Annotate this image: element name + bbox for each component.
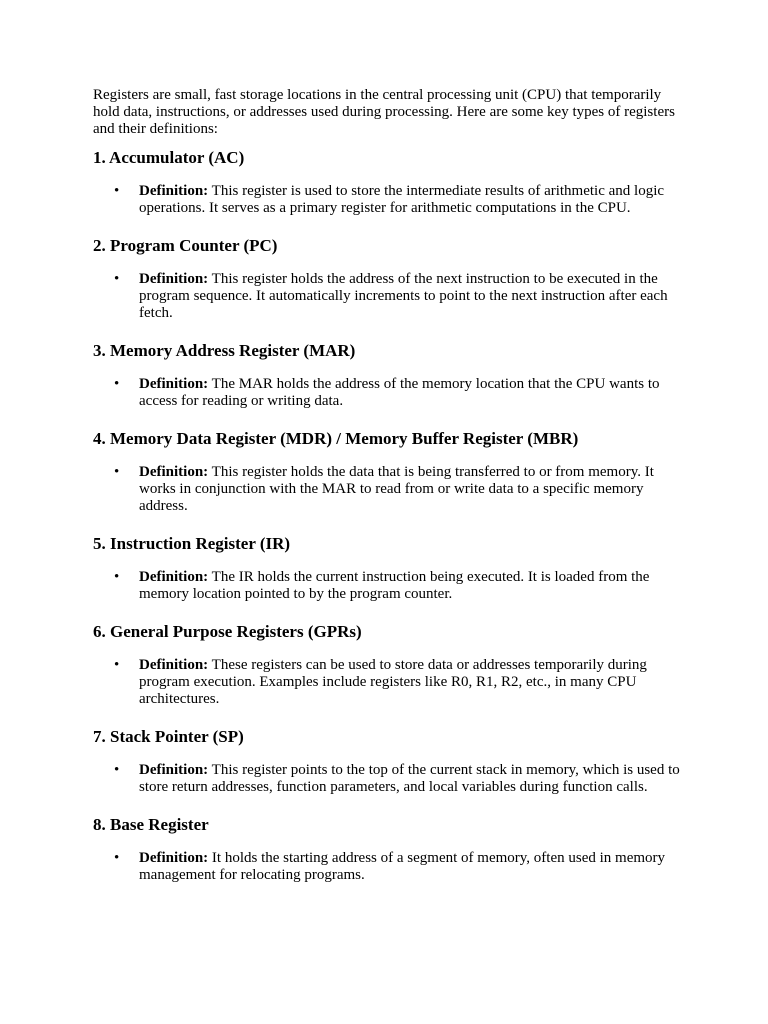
definition-text: The IR holds the current instruction being executed. It is loaded from the memory location pointed to by the program counter. <box>139 569 650 602</box>
register-section <box>93 236 683 322</box>
definition-item <box>93 762 683 796</box>
definition-item <box>93 850 683 884</box>
definition-text: These registers can be used to store data or addresses temporarily during program execution. Examples include registers like R0, R1, R2, etc., in many CPU architectures. <box>139 657 647 707</box>
definition-label: Definition: <box>139 464 209 480</box>
definition-item <box>93 464 683 515</box>
definition-text: This register holds the address of the next instruction to be executed in the program sequence. It automatically increments to point to the next instruction after each fetch. <box>139 271 668 321</box>
section-heading: 5. Instruction Register (IR) <box>93 534 291 553</box>
bullet-icon: • <box>114 850 120 866</box>
definition-label: Definition: <box>139 183 209 199</box>
definition-label: Definition: <box>139 271 209 287</box>
definition-label: Definition: <box>139 657 209 673</box>
register-section <box>93 815 683 884</box>
section-heading: 1. Accumulator (AC) <box>93 148 245 167</box>
register-section <box>93 534 683 603</box>
definition-item <box>93 569 683 603</box>
bullet-icon: • <box>114 657 120 673</box>
register-section <box>93 429 683 515</box>
section-heading: 6. General Purpose Registers (GPRs) <box>93 622 362 641</box>
definition-list <box>93 850 683 884</box>
definition-item <box>93 657 683 708</box>
definition-text: This register holds the data that is being transferred to or from memory. It works in conjunction with the MAR to read from or write data to a specific memory address. <box>139 464 654 514</box>
section-heading: 2. Program Counter (PC) <box>93 236 278 255</box>
definition-item <box>93 183 683 217</box>
definition-list <box>93 657 683 708</box>
definition-text: It holds the starting address of a segment of memory, often used in memory management for relocating programs. <box>139 850 666 883</box>
section-heading: 8. Base Register <box>93 815 209 834</box>
document-page <box>93 87 683 903</box>
definition-label: Definition: <box>139 762 209 778</box>
intro-paragraph: Registers are small, fast storage locations in the central processing unit (CPU) that temporarily hold data, instructions, or addresses used during processing. Here are some key types of registers and their definitions: <box>93 87 675 137</box>
register-section <box>93 727 683 796</box>
register-section <box>93 148 683 217</box>
definition-item <box>93 376 683 410</box>
definition-list <box>93 464 683 515</box>
definition-text: The MAR holds the address of the memory location that the CPU wants to access for reading or writing data. <box>139 376 660 409</box>
definition-list <box>93 569 683 603</box>
definition-text: This register is used to store the intermediate results of arithmetic and logic operations. It serves as a primary register for arithmetic computations in the CPU. <box>139 183 665 216</box>
definition-list <box>93 376 683 410</box>
definition-text: This register points to the top of the current stack in memory, which is used to store return addresses, function parameters, and local variables during function calls. <box>139 762 680 795</box>
definition-list <box>93 271 683 322</box>
bullet-icon: • <box>114 271 120 287</box>
bullet-icon: • <box>114 762 120 778</box>
definition-list <box>93 183 683 217</box>
definition-label: Definition: <box>139 569 209 585</box>
bullet-icon: • <box>114 183 120 199</box>
section-heading: 7. Stack Pointer (SP) <box>93 727 244 746</box>
register-section <box>93 341 683 410</box>
section-heading: 3. Memory Address Register (MAR) <box>93 341 356 360</box>
definition-label: Definition: <box>139 850 209 866</box>
definition-item <box>93 271 683 322</box>
definition-label: Definition: <box>139 376 209 392</box>
bullet-icon: • <box>114 464 120 480</box>
bullet-icon: • <box>114 569 120 585</box>
definition-list <box>93 762 683 796</box>
bullet-icon: • <box>114 376 120 392</box>
register-section <box>93 622 683 708</box>
section-heading: 4. Memory Data Register (MDR) / Memory Buffer Register (MBR) <box>93 429 579 448</box>
